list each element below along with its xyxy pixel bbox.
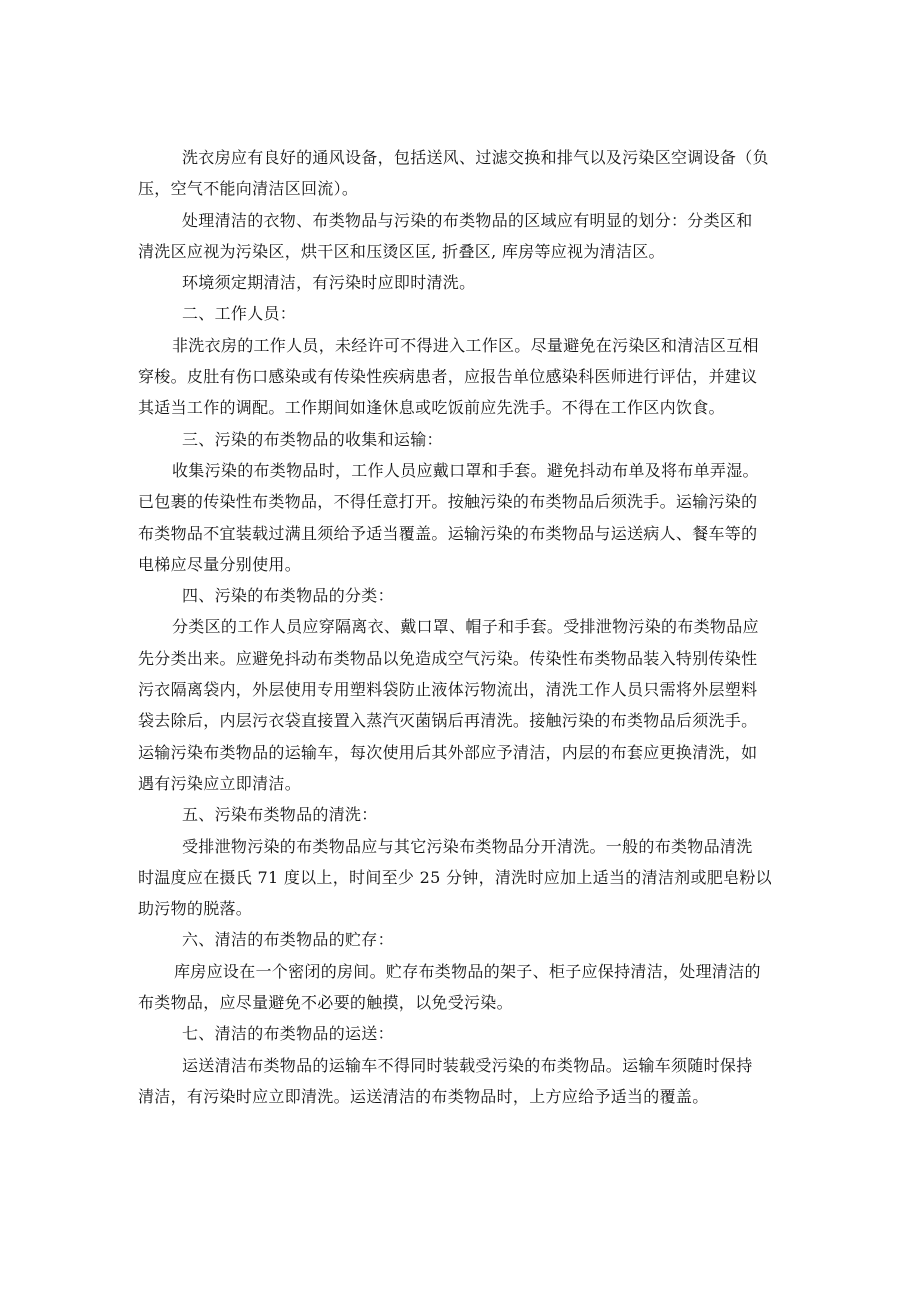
text-line: 布类物品，应尽量避免不必要的触摸，以免受污染。 <box>138 993 513 1013</box>
paragraph-collection <box>138 455 786 580</box>
paragraph-environment <box>138 267 786 298</box>
text-line: 运输污染布类物品的运输车，每次使用后其外部应予清洁，内层的布套应更换清洗，如 <box>138 742 758 762</box>
text-line: 收集污染的布类物品时，工作人员应戴口罩和手套。避免抖动布单及将布单弄湿。 <box>172 460 759 480</box>
section-heading-sorting <box>138 580 786 611</box>
paragraph-storage <box>138 956 786 1019</box>
text-line: 库房应设在一个密闭的房间。贮存布类物品的架子、柜子应保持清洁，处理清洁的 <box>174 961 761 981</box>
paragraph-ventilation <box>138 142 786 205</box>
section-heading: 六、清洁的布类物品的贮存： <box>182 930 394 950</box>
text-line: 穿梭。皮肚有伤口感染或有传染性疾病患者，应报告单位感染科医师进行评估，并建议 <box>138 367 758 387</box>
paragraph-staff <box>138 330 786 424</box>
section-heading-washing <box>138 799 786 830</box>
section-heading-delivery <box>138 1018 786 1049</box>
section-heading: 七、清洁的布类物品的运送： <box>182 1024 394 1044</box>
text-line: 袋去除后，内层污衣袋直接置入蒸汽灭菌锅后再清洗。接触污染的布类物品后须洗手。 <box>138 711 758 731</box>
text-line: 非洗衣房的工作人员，未经许可不得进入工作区。尽量避免在污染区和清洁区互相 <box>172 335 759 355</box>
text-line: 环境须定期清洁，有污染时应即时清洗。 <box>182 273 476 293</box>
paragraph-delivery <box>138 1050 786 1113</box>
section-heading: 三、污染的布类物品的收集和运输： <box>182 429 443 449</box>
text-line: 电梯应尽量分别使用。 <box>138 554 302 574</box>
text-line: 时温度应在摄氏 71 度以上，时间至少 25 分钟，清洗时应加上适当的清洁剂或肥皂粉以 <box>138 867 772 887</box>
section-heading: 四、污染的布类物品的分类： <box>182 586 394 606</box>
text-line: 先分类出来。应避免抖动布类物品以免造成空气污染。传染性布类物品装入特别传染性 <box>138 648 758 668</box>
text-line: 洗衣房应有良好的通风设备，包括送风、过滤交换和排气以及污染区空调设备（负 <box>182 148 769 167</box>
text-line: 污衣隔离袋内，外层使用专用塑料袋防止液体污物流出，清洗工作人员只需将外层塑料 <box>138 680 758 700</box>
paragraph-sorting <box>138 611 786 799</box>
text-line: 清洗区应视为污染区，烘干区和压烫区匡, 折叠区, 库房等应视为清洁区。 <box>138 241 665 261</box>
section-heading-collection <box>138 424 786 455</box>
text-line: 其适当工作的调配。工作期间如逢休息或吃饭前应先洗手。不得在工作区内饮食。 <box>138 398 725 418</box>
text-line: 分类区的工作人员应穿隔离衣、戴口罩、帽子和手套。受排泄物污染的布类物品应 <box>172 617 759 637</box>
section-heading: 五、污染布类物品的清洗： <box>182 805 378 825</box>
paragraph-washing <box>138 831 786 925</box>
section-heading: 二、工作人员： <box>182 304 297 324</box>
document-body <box>138 142 786 1112</box>
paragraph-zoning <box>138 205 786 268</box>
text-line: 布类物品不宜装载过满且须给予适当覆盖。运输污染的布类物品与运送病人、餐车等的 <box>138 523 758 543</box>
text-line: 清洁，有污染时应立即清洗。运送清洁的布类物品时，上方应给予适当的覆盖。 <box>138 1086 709 1106</box>
text-line: 助污物的脱落。 <box>138 899 253 919</box>
text-line: 压，空气不能向清洁区回流）。 <box>138 179 359 199</box>
text-line: 受排泄物污染的布类物品应与其它污染布类物品分开清洗。一般的布类物品清洗 <box>182 836 753 856</box>
text-line: 遇有污染应立即清洁。 <box>138 773 302 793</box>
section-heading-staff <box>138 298 786 329</box>
section-heading-storage <box>138 924 786 955</box>
text-line: 已包裹的传染性布类物品，不得任意打开。按触污染的布类物品后须洗手。运输污染的 <box>138 492 758 512</box>
text-line: 处理清洁的衣物、布类物品与污染的布类物品的区域应有明显的划分：分类区和 <box>182 210 753 230</box>
text-line: 运送清洁布类物品的运输车不得同时装载受污染的布类物品。运输车须随时保持 <box>182 1055 753 1075</box>
